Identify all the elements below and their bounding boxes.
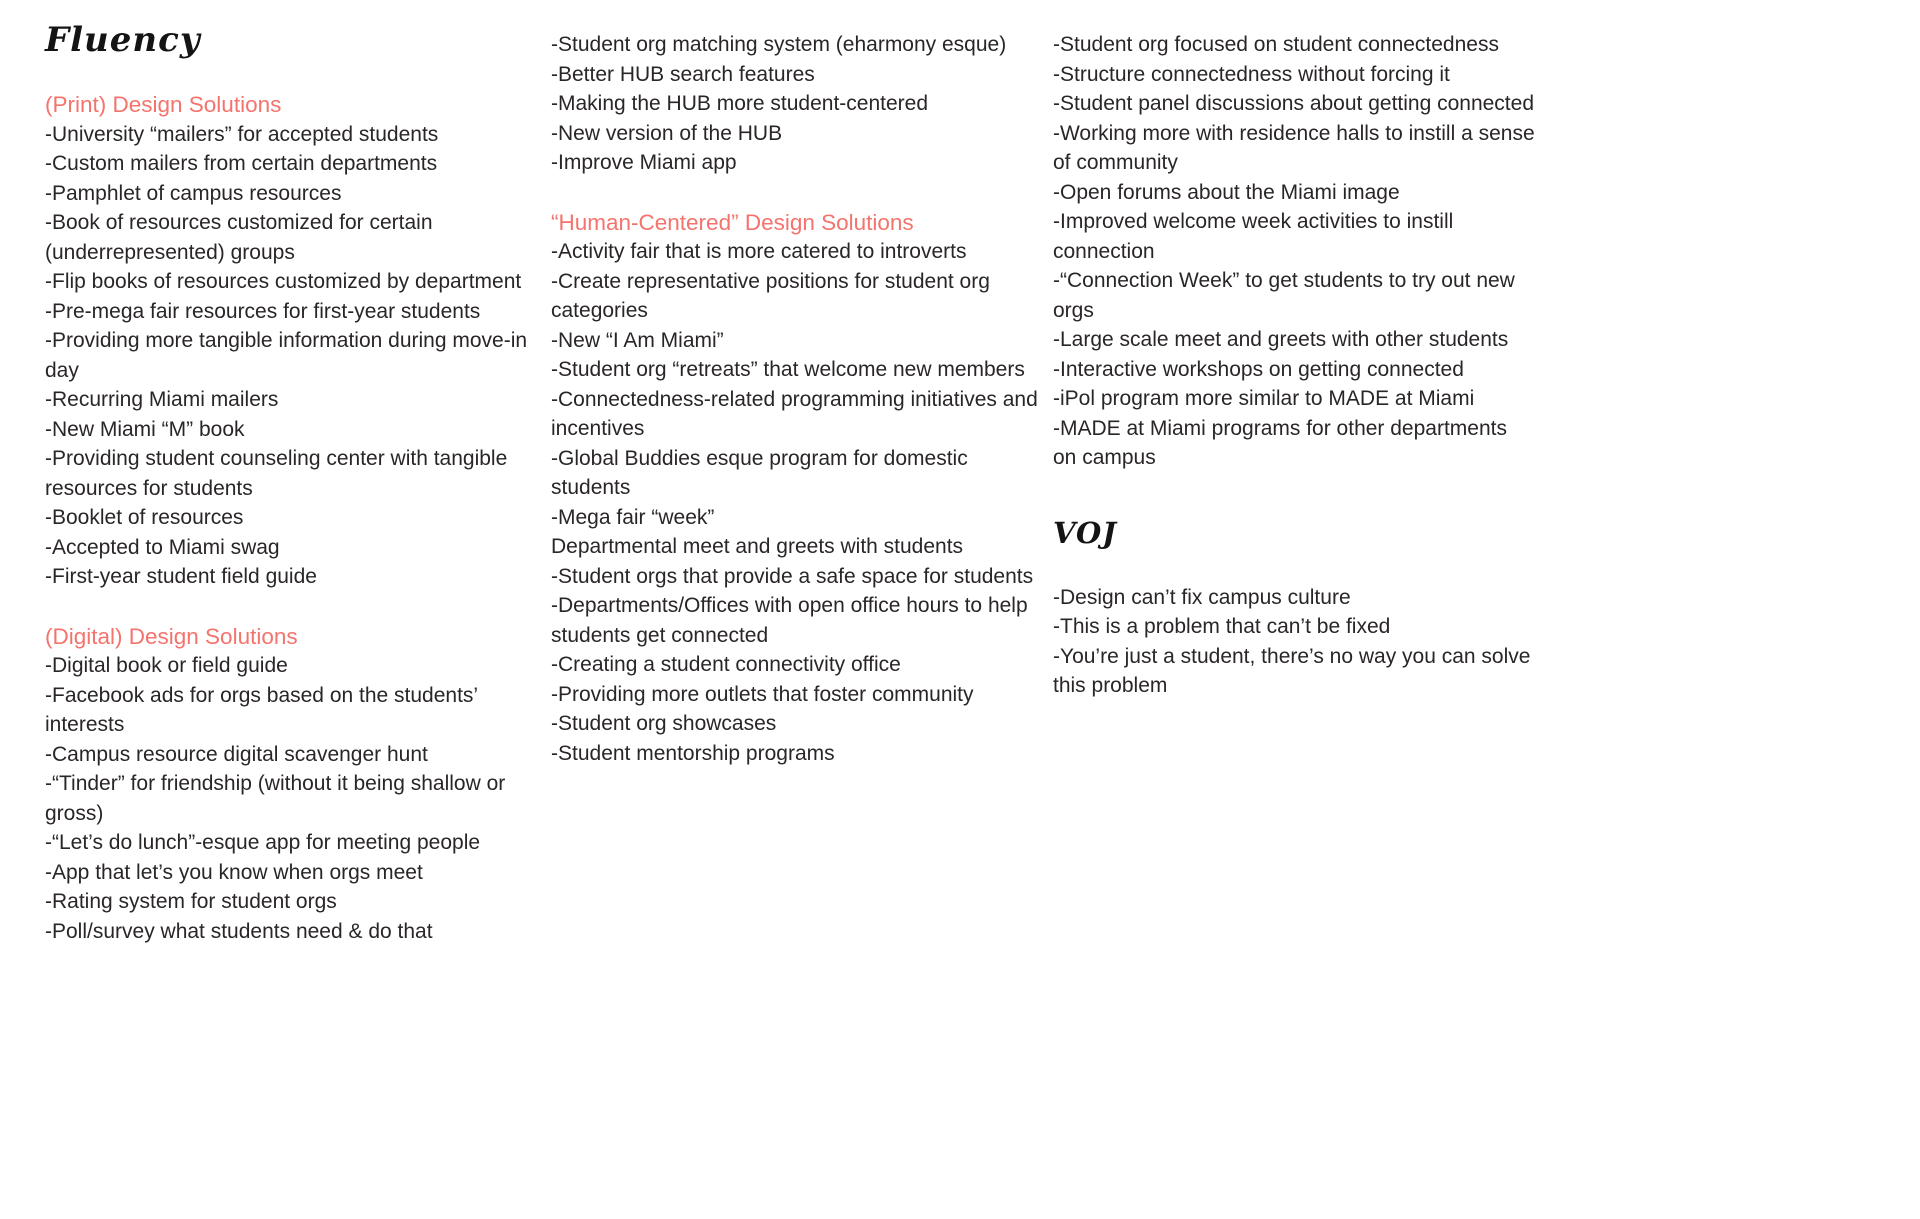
- list-item: -Open forums about the Miami image: [1053, 180, 1400, 204]
- item-list: [45, 120, 553, 592]
- list-item: -Facebook ads for orgs based on the students’ interests: [45, 683, 484, 736]
- list-item: -Providing more outlets that foster community: [551, 682, 974, 706]
- list-item: -Activity fair that is more catered to introverts: [551, 240, 967, 263]
- section-header: (Print) Design Solutions: [45, 92, 282, 117]
- list-item: -Booklet of resources: [45, 506, 244, 529]
- list-item: -New Miami “M” book: [45, 417, 245, 441]
- column-2: [551, 0, 1044, 768]
- list-item: -Accepted to Miami swag: [45, 535, 280, 559]
- page-title: Fluency: [45, 20, 201, 60]
- list-item: -Student org matching system (eharmony esque): [551, 33, 1007, 56]
- list-item: -Large scale meet and greets with other students: [1053, 328, 1509, 351]
- list-item: -Design can’t fix campus culture: [1053, 585, 1351, 609]
- list-item: -Flip books of resources customized by department: [45, 270, 522, 293]
- column-3: [1053, 0, 1541, 701]
- item-list: [45, 651, 553, 946]
- list-item: -Rating system for student orgs: [45, 890, 337, 913]
- list-item: -Pre-mega fair resources for first-year students: [45, 299, 481, 323]
- list-item: -Custom mailers from certain departments: [45, 152, 438, 175]
- list-item: -Better HUB search features: [551, 62, 815, 86]
- list-item: -Pamphlet of campus resources: [45, 181, 342, 205]
- list-item: -Improved welcome week activities to instill connection: [1053, 210, 1460, 263]
- list-item: -Mega fair “week”: [551, 505, 715, 529]
- list-item: -Interactive workshops on getting connected: [1053, 357, 1464, 381]
- list-item: -Improve Miami app: [551, 151, 737, 174]
- list-item: -Global Buddies esque program for domestic students: [551, 446, 974, 499]
- list-item: -“Connection Week” to get students to try out new orgs: [1053, 269, 1521, 322]
- list-item: -MADE at Miami programs for other departments on campus: [1053, 416, 1513, 469]
- list-item: -First-year student field guide: [45, 565, 317, 588]
- list-item: -Connectedness-related programming initiatives and incentives: [551, 387, 1044, 440]
- list-item: -Create representative positions for student org categories: [551, 269, 996, 322]
- list-item: -Campus resource digital scavenger hunt: [45, 742, 428, 766]
- list-item: -Student panel discussions about getting connected: [1053, 92, 1535, 115]
- list-item: -Book of resources customized for certain (underrepresented) groups: [45, 211, 439, 264]
- list-item: -Poll/survey what students need & do that: [45, 919, 433, 943]
- list-item: -Making the HUB more student-centered: [551, 92, 929, 115]
- list-item: -App that let’s you know when orgs meet: [45, 860, 423, 884]
- list-item: -“Let’s do lunch”-esque app for meeting people: [45, 831, 481, 854]
- list-item: -Structure connectedness without forcing it: [1053, 62, 1450, 86]
- list-item: -Working more with residence halls to instill a sense of community: [1053, 121, 1541, 174]
- column-1: [45, 0, 553, 946]
- voj-heading: VOJ: [1053, 515, 1117, 550]
- item-list: [1053, 583, 1535, 701]
- item-list: [1053, 30, 1541, 473]
- list-item: -You’re just a student, there’s no way you can solve this problem: [1053, 644, 1537, 697]
- list-item: -Recurring Miami mailers: [45, 388, 279, 411]
- list-item: -Providing student counseling center with tangible resources for students: [45, 447, 514, 500]
- list-item: -iPol program more similar to MADE at Miami: [1053, 387, 1475, 410]
- item-list: [551, 237, 1044, 768]
- list-item: -“Tinder” for friendship (without it being shallow or gross): [45, 772, 512, 825]
- list-item: -Student orgs that provide a safe space for students: [551, 564, 1034, 588]
- list-item: -Departments/Offices with open office hours to help students get connected: [551, 594, 1034, 647]
- list-item: -New version of the HUB: [551, 121, 783, 145]
- list-item: -Student mentorship programs: [551, 741, 835, 765]
- list-item: -Providing more tangible information during move-in day: [45, 329, 533, 382]
- list-item: -New “I Am Miami”: [551, 328, 724, 352]
- list-item: -This is a problem that can’t be fixed: [1053, 615, 1391, 638]
- list-item: -Creating a student connectivity office: [551, 653, 901, 676]
- section-header: (Digital) Design Solutions: [45, 623, 298, 649]
- list-item: Departmental meet and greets with students: [551, 535, 964, 558]
- item-list: [551, 30, 1039, 178]
- list-item: -University “mailers” for accepted students: [45, 122, 439, 146]
- list-item: -Digital book or field guide: [45, 654, 288, 677]
- list-item: -Student org “retreats” that welcome new members: [551, 358, 1025, 381]
- section-header: “Human-Centered” Design Solutions: [551, 209, 914, 235]
- list-item: -Student org showcases: [551, 712, 777, 735]
- list-item: -Student org focused on student connectedness: [1053, 33, 1499, 56]
